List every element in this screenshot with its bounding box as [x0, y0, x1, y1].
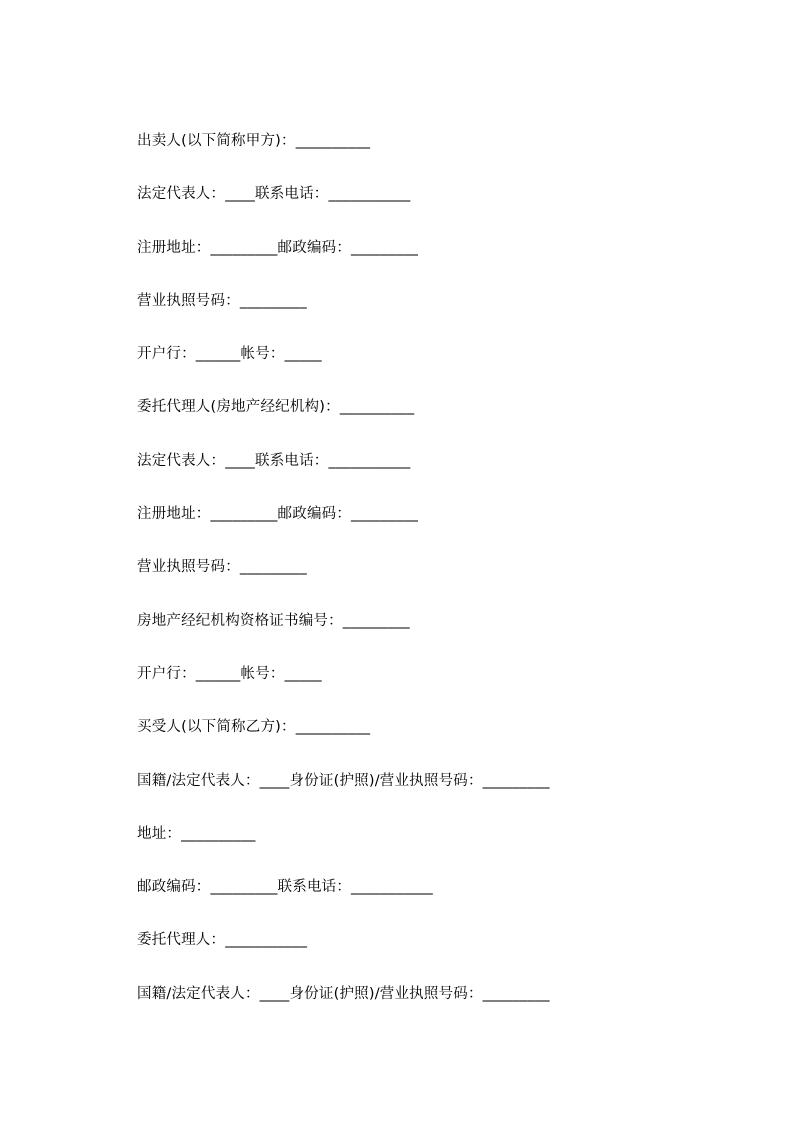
seller-address-line: 注册地址：_________邮政编码：_________: [137, 239, 419, 256]
buyer-line: 买受人(以下简称乙方)：__________: [137, 719, 371, 736]
seller-bank-line: 开户行：______帐号：_____: [137, 346, 322, 363]
agent-license-line: 营业执照号码：_________: [137, 559, 307, 576]
buyer-postcode-line: 邮政编码：_________联系电话：___________: [137, 879, 433, 896]
seller-line: 出卖人(以下简称甲方)：__________: [137, 133, 371, 149]
seller-legal-rep-line: 法定代表人：____联系电话：___________: [137, 186, 411, 203]
buyer-agent-line: 委托代理人：___________: [137, 932, 308, 949]
agent-legal-rep-line: 法定代表人：____联系电话：___________: [137, 452, 411, 469]
buyer-nationality-line: 国籍/法定代表人：____身份证(护照)/营业执照号码：_________: [137, 772, 550, 789]
buyer-agent-nationality-line: 国籍/法定代表人：____身份证(护照)/营业执照号码：_________: [137, 985, 550, 1002]
agent-line: 委托代理人(房地产经纪机构)：__________: [137, 399, 415, 416]
buyer-address-line: 地址：__________: [137, 825, 256, 842]
form-fields: [137, 128, 757, 1034]
seller-license-line: 营业执照号码：_________: [137, 292, 307, 309]
agent-address-line: 注册地址：_________邮政编码：_________: [137, 506, 419, 523]
agent-certificate-line: 房地产经纪机构资格证书编号：_________: [137, 612, 410, 629]
agent-bank-line: 开户行：______帐号：_____: [137, 665, 322, 682]
